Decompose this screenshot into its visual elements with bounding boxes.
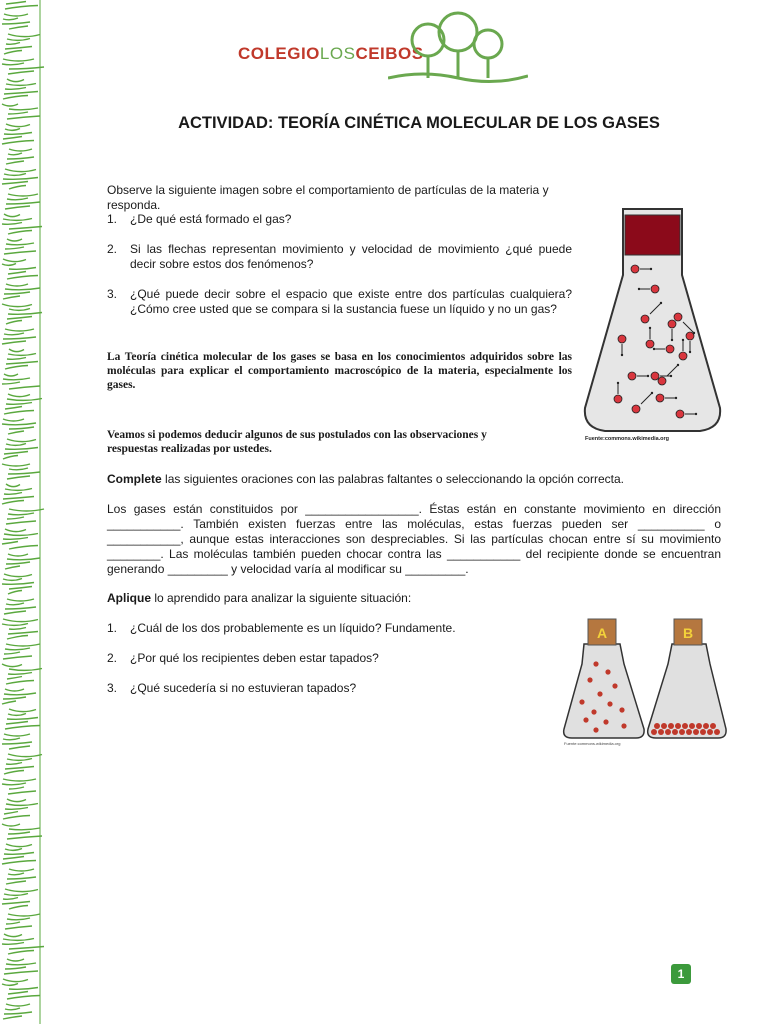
trees-logo-icon <box>388 10 528 88</box>
question-text: ¿Por qué los recipientes deben estar tapados? <box>130 651 379 665</box>
page-title: ACTIVIDAD: TEORÍA CINÉTICA MOLECULAR DE LOS GASES <box>178 114 660 132</box>
question-number: 2. <box>107 651 118 665</box>
liquid-vs-gas-flasks-illustration <box>560 614 730 748</box>
school-logo <box>238 10 528 88</box>
image-source: Fuente:commons.wikimedia.org <box>585 436 670 442</box>
complete-instruction: Complete las siguientes oraciones con las palabras faltantes o seleccionando la opción correcta. <box>107 472 624 486</box>
question-number: 2. <box>107 242 118 256</box>
postulates-paragraph: Veamos si podemos deducir algunos de sus postulados con las observaciones y respuestas realizadas por ustedes. <box>107 429 487 455</box>
question-number: 1. <box>107 621 118 635</box>
question-text: ¿Qué puede decir sobre el espacio que existe entre dos partículas cualquiera? ¿Cómo cree usted que se compara si la sustancia fuese un líquido y no un gas? <box>130 287 572 316</box>
flask-label-b: B <box>682 625 694 641</box>
question-text: ¿De qué está formado el gas? <box>130 212 292 226</box>
gas-flask-illustration <box>580 203 725 443</box>
page-number-badge: 1 <box>671 964 691 984</box>
logo-text: COLEGIOLOSCEIBOS <box>238 44 424 63</box>
question-text: Si las flechas representan movimiento y velocidad de movimiento ¿qué puede decir sobre estos dos fenómenos? <box>130 242 572 271</box>
image-source-small: Fuente:commons.wikimedia.org <box>564 741 621 746</box>
theory-paragraph: La Teoría cinética molecular de los gases se basa en los conocimientos adquiridos sobre las moléculas para explicar el comportamiento macroscópico de la materia, especialmente los gases. <box>107 351 572 391</box>
question-number: 3. <box>107 287 118 301</box>
question-number: 3. <box>107 681 118 695</box>
flask-stopper <box>625 215 680 255</box>
question-number: 1. <box>107 212 118 226</box>
flask-label-a: A <box>596 625 608 641</box>
apply-instruction: Aplique lo aprendido para analizar la siguiente situación: <box>107 591 412 605</box>
question-text: ¿Qué sucedería si no estuvieran tapados? <box>130 681 357 695</box>
grass-border-decoration <box>0 0 58 1024</box>
intro-text: Observe la siguiente imagen sobre el comportamiento de partículas de la materia y responda. <box>107 183 549 212</box>
question-text: ¿Cuál de los dos probablemente es un líquido? Fundamente. <box>130 621 456 635</box>
fill-in-paragraph: Los gases están constituidos por _________________. Éstas están en constante movimiento en dirección ___________. También existen fuerzas entre las moléculas, estas fuerzas pueden ser __________ o ___________, aunque estas interacciones son despreciables. Si las partículas chocan entre sí su movimiento ________. Las moléculas también pueden chocar contra las ___________ del recipiente donde se encuentran generando _________ y velocidad varía al modificar su _________. <box>107 502 721 576</box>
